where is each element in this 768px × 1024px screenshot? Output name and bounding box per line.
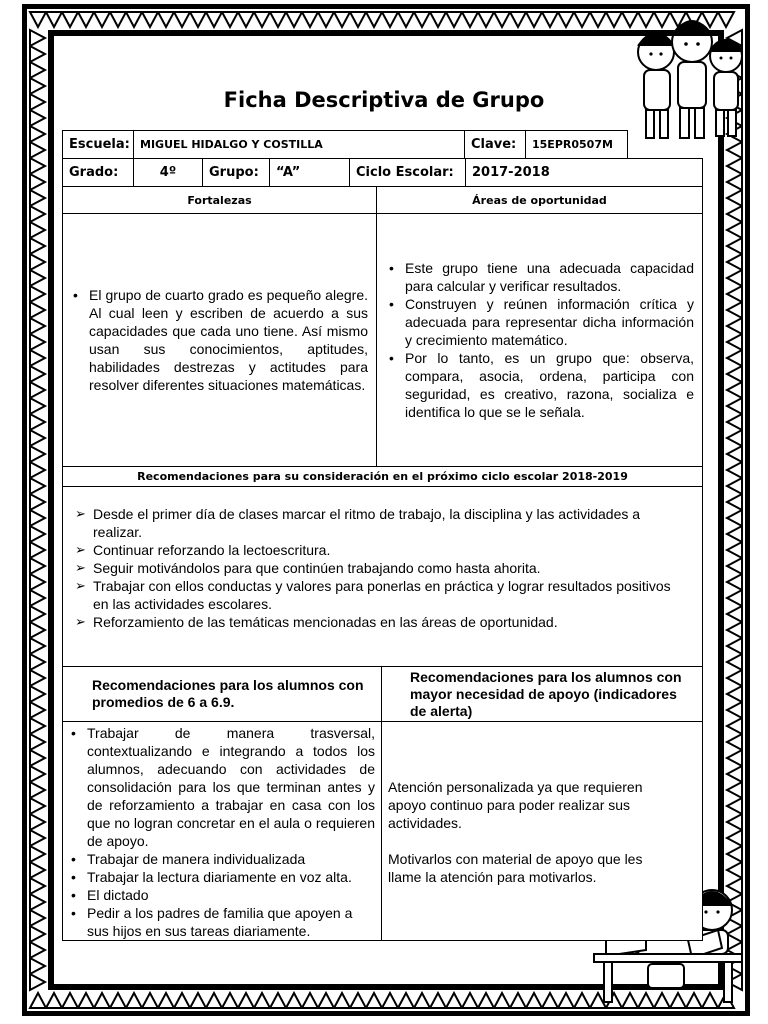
list-item: • El grupo de cuarto grado es pequeño alegre. Al cual leen y escriben de acuerdo a sus capacidades que cada uno tiene. Así mismo usan sus conocimientos, aptitudes, habilidades destrezas y actitudes para resolver diferentes situaciones matemáticas. [67,286,368,394]
areas-header: Áreas de oportunidad [376,186,703,214]
recomendaciones-header: Recomendaciones para su consideración en el próximo ciclo escolar 2018-2019 [62,466,703,487]
escuela-value: MIGUEL HIDALGO Y COSTILLA [133,130,465,159]
list-item: • Trabajar la lectura diariamente en voz alta. [65,868,375,886]
fortalezas-header: Fortalezas [62,186,377,214]
escuela-label: Escuela: [62,130,134,159]
list-item: • Este grupo tiene una adecuada capacidad para calcular y verificar resultados. [383,259,694,295]
list-item: • El dictado [65,886,375,904]
fortalezas-list [67,286,368,394]
page-title: Ficha Descriptiva de Grupo [223,88,545,112]
areas-content [376,213,703,467]
list-item: • Trabajar de manera trasversal, contextualizando e integrando a todos los alumnos, adecuando con actividades de consolidación para los que terminan antes y de reforzamiento a trabajar en casa con los que no logran concretar en el aula o requieren de apoyo. [65,724,375,850]
grupo-label: Grupo: [202,158,270,187]
children-illustration-top [620,6,748,146]
areas-list [383,259,694,421]
grado-value: 4º [133,158,203,187]
ciclo-label: Ciclo Escolar: [349,158,466,187]
apoyo-paragraph-1: Atención personalizada ya que requieren apoyo continuo para poder realizar sus actividades. [388,779,643,831]
recomendaciones-list [71,505,688,631]
list-item: • Pedir a los padres de familia que apoyen a sus hijos en sus tareas diariamente. [65,904,375,940]
list-item: • Construyen y reúnen información crítica y adecuada para representar dicha información y crecimiento matemático. [383,295,694,349]
list-item: ➢ Reforzamiento de las temáticas mencionadas en las áreas de oportunidad. [71,613,688,631]
clave-value: 15EPR0507M [525,130,628,159]
list-item: ➢ Seguir motivándolos para que continúen trabajando como hasta ahorita. [71,559,688,577]
list-item: • Trabajar de manera individualizada [65,850,375,868]
list-item: ➢ Desde el primer día de clases marcar el ritmo de trabajo, la disciplina y las actividades a realizar. [71,505,688,541]
list-item: ➢ Continuar reforzando la lectoescritura. [71,541,688,559]
clave-label: Clave: [464,130,526,159]
recomendaciones-content [62,486,703,667]
list-item: • Por lo tanto, es un grupo que: observa, compara, asocia, ordena, participa con seguridad, es creativo, razona, socializa e identifica lo que se le señala. [383,349,694,421]
apoyo-header: Recomendaciones para los alumnos con mayor necesidad de apoyo (indicadores de alerta) [381,666,703,722]
grado-label: Grado: [62,158,134,187]
promedio-list [65,724,375,940]
promedio-header: Recomendaciones para los alumnos con promedios de 6 a 6.9. [62,666,382,722]
fortalezas-content [62,213,377,467]
promedio-content [62,721,382,941]
apoyo-content [381,721,703,941]
apoyo-paragraph-2: Motivarlos con material de apoyo que les llame la atención para motivarlos. [388,851,643,885]
grupo-value: “A” [269,158,350,187]
list-item: ➢ Trabajar con ellos conductas y valores para ponerlas en práctica y lograr resultados positivos en las actividades escolares. [71,577,688,613]
ciclo-value: 2017-2018 [465,158,703,187]
